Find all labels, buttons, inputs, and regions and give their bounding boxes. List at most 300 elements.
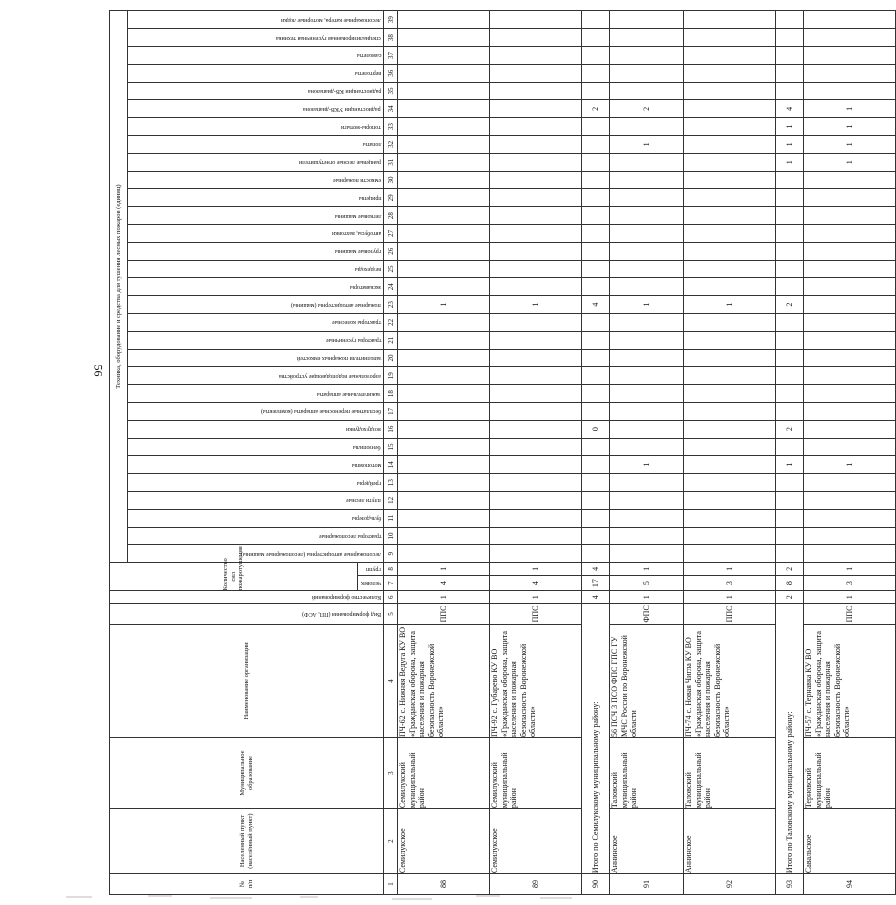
cell-unit-type: ППС xyxy=(804,603,896,624)
cell-col-36 xyxy=(582,64,610,82)
cell-col-33 xyxy=(684,118,776,136)
header-tech-21: тракторы гусеничные xyxy=(128,331,384,349)
cell-municipality: Семилукский муниципальный район xyxy=(398,737,490,808)
cell-col-13 xyxy=(582,474,610,492)
cell-municipality: Таловский муниципальный район xyxy=(610,737,684,808)
cell-col-31 xyxy=(684,153,776,171)
col-number-25: 25 xyxy=(384,260,398,278)
header-tech-32: лопаты xyxy=(128,136,384,154)
cell-col-11 xyxy=(398,509,490,527)
cell-col-20 xyxy=(610,349,684,367)
cell-col-21 xyxy=(490,331,582,349)
cell-col-25 xyxy=(398,260,490,278)
page-number: 56 xyxy=(91,364,106,377)
cell-col-20 xyxy=(776,349,804,367)
header-tech-34: радиостанции УКВ-диапазона xyxy=(128,100,384,118)
cell-col-16 xyxy=(684,420,776,438)
cell-col-18 xyxy=(490,385,582,403)
cell-col-31 xyxy=(490,153,582,171)
cell-col-15 xyxy=(582,438,610,456)
cell-col-20 xyxy=(490,349,582,367)
cell-col-35 xyxy=(804,82,896,100)
header-tech-22: тракторы колесные xyxy=(128,313,384,331)
col-number-12: 12 xyxy=(384,491,398,509)
col-number-2: 2 xyxy=(384,809,398,874)
rotated-table-container xyxy=(109,10,854,895)
header-tech-25: вездеходы xyxy=(128,260,384,278)
cell-col-9 xyxy=(582,545,610,563)
cell-col-39 xyxy=(684,11,776,29)
cell-col-17 xyxy=(398,402,490,420)
cell-col-38 xyxy=(398,29,490,47)
cell-col-22 xyxy=(398,313,490,331)
cell-col-31 xyxy=(398,153,490,171)
cell-col-32: 1 xyxy=(776,136,804,154)
cell-col-39 xyxy=(490,11,582,29)
col-number-29: 29 xyxy=(384,189,398,207)
cell-col-11 xyxy=(776,509,804,527)
cell-col-38 xyxy=(776,29,804,47)
col-number-16: 16 xyxy=(384,420,398,438)
cell-col-21 xyxy=(776,331,804,349)
cell-col-26 xyxy=(398,242,490,260)
cell-col-23: 1 xyxy=(684,296,776,314)
cell-locality: Аннинское xyxy=(610,809,684,874)
cell-col-20 xyxy=(398,349,490,367)
cell-col-34 xyxy=(398,100,490,118)
cell-col-36 xyxy=(398,64,490,82)
cell-col-17 xyxy=(804,402,896,420)
cell-col-39 xyxy=(804,11,896,29)
cell-col-17 xyxy=(684,402,776,420)
cell-col-22 xyxy=(776,313,804,331)
col-number-28: 28 xyxy=(384,207,398,225)
cell-col-23: 1 xyxy=(490,296,582,314)
cell-col-30 xyxy=(582,171,610,189)
cell-col-16: 0 xyxy=(582,420,610,438)
cell-col-24 xyxy=(582,278,610,296)
cell-col-27 xyxy=(684,225,776,243)
cell-groups: 1 xyxy=(398,563,490,576)
cell-people: 17 xyxy=(582,575,610,591)
header-n: № п/п xyxy=(110,874,384,895)
header-forces-group: Количество сил пожаротушения xyxy=(110,563,358,591)
cell-col-39 xyxy=(610,11,684,29)
cell-col-17 xyxy=(610,402,684,420)
cell-col-32 xyxy=(684,136,776,154)
cell-col-36 xyxy=(610,64,684,82)
col-number-35: 35 xyxy=(384,82,398,100)
cell-col-31: 1 xyxy=(804,153,896,171)
cell-col-16: 2 xyxy=(776,420,804,438)
cell-col-9 xyxy=(398,545,490,563)
cell-groups: 1 xyxy=(490,563,582,576)
header-organization: Наименование организации xyxy=(110,624,384,737)
cell-col-21 xyxy=(610,331,684,349)
fire-resources-table xyxy=(109,10,896,895)
header-locality: Населенный пункт (населённый пункт) xyxy=(110,809,384,874)
cell-col-24 xyxy=(490,278,582,296)
header-tech-36: вертолеты xyxy=(128,64,384,82)
cell-col-13 xyxy=(776,474,804,492)
cell-col-24 xyxy=(610,278,684,296)
header-tech-10: тракторы лесопожарные xyxy=(128,527,384,545)
table-row xyxy=(398,11,490,895)
cell-col-15 xyxy=(490,438,582,456)
scan-edge-marks xyxy=(0,893,640,905)
header-tech-13: грейдеры xyxy=(128,474,384,492)
cell-col-35 xyxy=(684,82,776,100)
cell-col-21 xyxy=(684,331,776,349)
header-people: человек xyxy=(358,575,384,591)
col-number-6: 6 xyxy=(384,591,398,604)
cell-col-32 xyxy=(582,136,610,154)
cell-col-21 xyxy=(582,331,610,349)
col-number-8: 8 xyxy=(384,563,398,576)
cell-col-10 xyxy=(804,527,896,545)
cell-col-30 xyxy=(610,171,684,189)
cell-unit-type: ППС xyxy=(398,603,490,624)
col-number-22: 22 xyxy=(384,313,398,331)
cell-people: 3 xyxy=(804,575,896,591)
cell-col-18 xyxy=(776,385,804,403)
cell-col-11 xyxy=(684,509,776,527)
cell-col-21 xyxy=(398,331,490,349)
table-row xyxy=(684,11,776,895)
cell-col-13 xyxy=(490,474,582,492)
header-tech-19: аэрозольные водоподающие устройства xyxy=(128,367,384,385)
cell-col-13 xyxy=(398,474,490,492)
cell-col-35 xyxy=(610,82,684,100)
cell-col-19 xyxy=(398,367,490,385)
header-tech-15: бензопилы xyxy=(128,438,384,456)
cell-col-9 xyxy=(490,545,582,563)
cell-col-10 xyxy=(398,527,490,545)
cell-subtotal-label: Итого по Семилукскому муниципальному району: xyxy=(582,603,610,873)
cell-col-38 xyxy=(582,29,610,47)
cell-col-19 xyxy=(684,367,776,385)
header-tech-11: бульдозеры xyxy=(128,509,384,527)
header-tech-29: прицепы xyxy=(128,189,384,207)
cell-col-18 xyxy=(582,385,610,403)
cell-col-31 xyxy=(610,153,684,171)
cell-col-15 xyxy=(804,438,896,456)
cell-col-24 xyxy=(776,278,804,296)
header-tech-35: радиостанции КВ-диапазона xyxy=(128,82,384,100)
cell-col-14: 1 xyxy=(804,456,896,474)
cell-col-37 xyxy=(582,47,610,65)
col-number-19: 19 xyxy=(384,367,398,385)
cell-col-12 xyxy=(582,491,610,509)
cell-col-28 xyxy=(804,207,896,225)
header-tech-39: лесопожарные катера, моторные лодки xyxy=(128,11,384,29)
col-number-33: 33 xyxy=(384,118,398,136)
cell-col-15 xyxy=(776,438,804,456)
cell-col-29 xyxy=(582,189,610,207)
cell-col-33 xyxy=(490,118,582,136)
cell-units-count: 4 xyxy=(582,591,610,604)
cell-col-34: 2 xyxy=(582,100,610,118)
cell-col-16 xyxy=(610,420,684,438)
header-tech-30: емкости пожарные xyxy=(128,171,384,189)
cell-col-25 xyxy=(804,260,896,278)
col-number-30: 30 xyxy=(384,171,398,189)
cell-col-39 xyxy=(776,11,804,29)
cell-col-16 xyxy=(398,420,490,438)
cell-col-38 xyxy=(684,29,776,47)
cell-col-25 xyxy=(490,260,582,278)
col-number-5: 5 xyxy=(384,603,398,624)
cell-col-15 xyxy=(684,438,776,456)
cell-col-11 xyxy=(490,509,582,527)
cell-people: 5 xyxy=(610,575,684,591)
cell-col-36 xyxy=(804,64,896,82)
cell-col-14 xyxy=(490,456,582,474)
cell-col-32: 1 xyxy=(804,136,896,154)
cell-col-28 xyxy=(776,207,804,225)
col-number-21: 21 xyxy=(384,331,398,349)
cell-col-27 xyxy=(776,225,804,243)
cell-col-34: 1 xyxy=(804,100,896,118)
cell-units-count: 2 xyxy=(776,591,804,604)
subtotal-row xyxy=(582,11,610,895)
cell-groups: 4 xyxy=(582,563,610,576)
cell-col-27 xyxy=(610,225,684,243)
cell-units-count: 1 xyxy=(610,591,684,604)
cell-col-33: 1 xyxy=(776,118,804,136)
col-number-10: 10 xyxy=(384,527,398,545)
cell-col-20 xyxy=(804,349,896,367)
col-number-38: 38 xyxy=(384,29,398,47)
col-number-23: 23 xyxy=(384,296,398,314)
cell-col-29 xyxy=(490,189,582,207)
col-number-24: 24 xyxy=(384,278,398,296)
col-number-34: 34 xyxy=(384,100,398,118)
col-number-13: 13 xyxy=(384,474,398,492)
cell-col-22 xyxy=(490,313,582,331)
cell-col-38 xyxy=(804,29,896,47)
cell-col-27 xyxy=(398,225,490,243)
cell-col-35 xyxy=(490,82,582,100)
cell-col-26 xyxy=(582,242,610,260)
cell-col-31 xyxy=(582,153,610,171)
header-groups: групп xyxy=(358,563,384,576)
cell-people: 4 xyxy=(490,575,582,591)
header-tech-26: грузовые машины xyxy=(128,242,384,260)
cell-col-22 xyxy=(610,313,684,331)
subtotal-row xyxy=(776,11,804,895)
cell-col-18 xyxy=(398,385,490,403)
cell-col-35 xyxy=(582,82,610,100)
cell-col-34 xyxy=(490,100,582,118)
cell-col-15 xyxy=(398,438,490,456)
cell-unit-type: ППС xyxy=(490,603,582,624)
cell-col-13 xyxy=(684,474,776,492)
cell-col-27 xyxy=(490,225,582,243)
cell-organization: ПЧ-92 с. Губарево КУ ВО «Гражданская оборона, защита населения и пожарная безопасность Воронежской области» xyxy=(490,624,582,737)
col-number-9: 9 xyxy=(384,545,398,563)
header-tech-37: самолеты xyxy=(128,47,384,65)
cell-col-35 xyxy=(398,82,490,100)
cell-col-36 xyxy=(776,64,804,82)
cell-col-23 xyxy=(804,296,896,314)
cell-col-37 xyxy=(398,47,490,65)
header-tech-16: воздуходувки xyxy=(128,420,384,438)
cell-col-24 xyxy=(804,278,896,296)
cell-locality: Аннинское xyxy=(684,809,776,874)
cell-units-count: 1 xyxy=(684,591,776,604)
cell-col-29 xyxy=(398,189,490,207)
cell-col-11 xyxy=(804,509,896,527)
col-number-27: 27 xyxy=(384,225,398,243)
cell-col-37 xyxy=(490,47,582,65)
cell-organization: ПЧ-62 с. Нижняя Ведуга КУ ВО «Гражданская оборона, защита населения и пожарная безопасность Воронежской области» xyxy=(398,624,490,737)
col-number-3: 3 xyxy=(384,737,398,808)
cell-col-23: 1 xyxy=(398,296,490,314)
cell-col-26 xyxy=(804,242,896,260)
cell-col-34 xyxy=(684,100,776,118)
cell-organization: ПЧ-74 с. Новая Чигла КУ ВО «Гражданская оборона, защита населения и пожарная безопасность Воронежской области» xyxy=(684,624,776,737)
header-municipality: Муниципальное образование xyxy=(110,737,384,808)
cell-col-17 xyxy=(776,402,804,420)
cell-col-20 xyxy=(582,349,610,367)
cell-people: 4 xyxy=(398,575,490,591)
cell-col-23: 2 xyxy=(776,296,804,314)
cell-col-19 xyxy=(776,367,804,385)
cell-col-31: 1 xyxy=(776,153,804,171)
cell-col-15 xyxy=(610,438,684,456)
col-number-31: 31 xyxy=(384,153,398,171)
cell-people: 3 xyxy=(684,575,776,591)
cell-col-10 xyxy=(490,527,582,545)
cell-col-25 xyxy=(610,260,684,278)
cell-col-26 xyxy=(684,242,776,260)
cell-col-16 xyxy=(804,420,896,438)
cell-unit-type: ФПС xyxy=(610,603,684,624)
header-tech-14: мотопомпы xyxy=(128,456,384,474)
col-number-15: 15 xyxy=(384,438,398,456)
cell-municipality: Семилукский муниципальный район xyxy=(490,737,582,808)
cell-n: 88 xyxy=(398,874,490,895)
cell-col-30 xyxy=(398,171,490,189)
cell-units-count: 1 xyxy=(398,591,490,604)
cell-col-29 xyxy=(684,189,776,207)
table-row xyxy=(490,11,582,895)
cell-col-29 xyxy=(776,189,804,207)
cell-col-18 xyxy=(610,385,684,403)
cell-col-28 xyxy=(490,207,582,225)
cell-col-28 xyxy=(610,207,684,225)
col-number-14: 14 xyxy=(384,456,398,474)
table-row xyxy=(610,11,684,895)
cell-col-18 xyxy=(804,385,896,403)
cell-col-30 xyxy=(490,171,582,189)
cell-col-17 xyxy=(582,402,610,420)
cell-col-10 xyxy=(582,527,610,545)
col-number-18: 18 xyxy=(384,385,398,403)
cell-col-37 xyxy=(684,47,776,65)
cell-col-32 xyxy=(398,136,490,154)
cell-col-28 xyxy=(398,207,490,225)
cell-col-22 xyxy=(804,313,896,331)
cell-col-34: 2 xyxy=(610,100,684,118)
header-tech-24: экскаваторы xyxy=(128,278,384,296)
cell-col-14: 1 xyxy=(610,456,684,474)
cell-col-30 xyxy=(776,171,804,189)
cell-col-29 xyxy=(610,189,684,207)
cell-col-23: 4 xyxy=(582,296,610,314)
cell-municipality: Таловский муниципальный район xyxy=(684,737,776,808)
cell-col-12 xyxy=(398,491,490,509)
cell-col-33 xyxy=(398,118,490,136)
cell-col-11 xyxy=(610,509,684,527)
cell-col-30 xyxy=(804,171,896,189)
cell-col-37 xyxy=(610,47,684,65)
col-number-1: 1 xyxy=(384,874,398,895)
cell-groups: 1 xyxy=(804,563,896,576)
cell-col-12 xyxy=(490,491,582,509)
cell-subtotal-label: Итого по Таловскому муниципальному району: xyxy=(776,603,804,873)
cell-n: 92 xyxy=(684,874,776,895)
cell-col-39 xyxy=(582,11,610,29)
cell-col-14 xyxy=(398,456,490,474)
cell-col-14 xyxy=(582,456,610,474)
cell-col-37 xyxy=(776,47,804,65)
cell-col-10 xyxy=(684,527,776,545)
cell-col-34: 4 xyxy=(776,100,804,118)
cell-col-27 xyxy=(804,225,896,243)
cell-col-12 xyxy=(684,491,776,509)
cell-col-22 xyxy=(582,313,610,331)
cell-col-29 xyxy=(804,189,896,207)
cell-col-24 xyxy=(398,278,490,296)
cell-col-25 xyxy=(582,260,610,278)
cell-col-10 xyxy=(610,527,684,545)
col-number-17: 17 xyxy=(384,402,398,420)
cell-n: 93 xyxy=(776,874,804,895)
cell-col-9 xyxy=(804,545,896,563)
header-unit-type: Вид формирования (ПП, АСФ) xyxy=(110,603,384,624)
table-row xyxy=(804,11,896,895)
header-tech-18: зажигательные аппараты xyxy=(128,385,384,403)
header-tech-12: плуги лесные xyxy=(128,491,384,509)
cell-locality: Савальское xyxy=(804,809,896,874)
header-tech-31: ранцевые лесные огнетушители xyxy=(128,153,384,171)
header-tech-27: автобусы, вахтовки xyxy=(128,225,384,243)
cell-col-38 xyxy=(490,29,582,47)
cell-col-27 xyxy=(582,225,610,243)
cell-col-33: 1 xyxy=(804,118,896,136)
cell-col-25 xyxy=(776,260,804,278)
header-tech-20: заполнители пожарных емкостей xyxy=(128,349,384,367)
header-tech-38: специализированная гусеничная техника xyxy=(128,29,384,47)
cell-col-25 xyxy=(684,260,776,278)
cell-n: 90 xyxy=(582,874,610,895)
cell-col-36 xyxy=(490,64,582,82)
cell-col-19 xyxy=(804,367,896,385)
header-tech-group: Техника, оборудование и средства для тушения лесных пожаров (единиц) xyxy=(110,11,128,563)
cell-col-9 xyxy=(610,545,684,563)
cell-col-32 xyxy=(490,136,582,154)
cell-col-12 xyxy=(776,491,804,509)
cell-groups: 2 xyxy=(776,563,804,576)
cell-col-26 xyxy=(776,242,804,260)
cell-col-9 xyxy=(776,545,804,563)
cell-col-12 xyxy=(804,491,896,509)
col-number-37: 37 xyxy=(384,47,398,65)
col-number-11: 11 xyxy=(384,509,398,527)
header-tech-9: лесопожарные автоцистерны (лесопожарные машины) xyxy=(128,545,384,563)
